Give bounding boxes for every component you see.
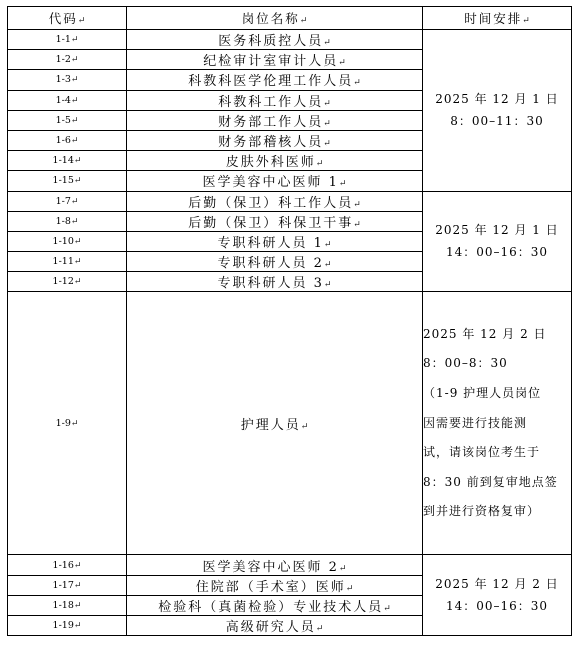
position-code: 1-17 <box>52 579 74 591</box>
table-row <box>8 30 572 50</box>
position-name-cell <box>127 252 423 272</box>
position-name-cell <box>127 211 423 231</box>
position-name: 检验科（真菌检验）专业技术人员 <box>158 599 384 615</box>
return-mark-icon: ↵ <box>338 179 347 190</box>
return-mark-icon: ↵ <box>323 38 331 49</box>
position-name: 护理人员 <box>240 417 301 433</box>
position-code: 1-3 <box>55 74 71 86</box>
return-mark-icon: ↵ <box>73 560 82 571</box>
return-mark-icon: ↵ <box>73 236 82 247</box>
position-name-cell <box>127 151 423 171</box>
position-name-cell <box>127 272 423 292</box>
time-schedule-line: 8：00–8：30 <box>423 356 508 371</box>
position-name-cell <box>127 130 423 150</box>
return-mark-icon: ↵ <box>70 216 79 227</box>
return-mark-icon: ↵ <box>353 78 361 89</box>
table-row <box>8 292 572 555</box>
return-mark-icon: ↵ <box>323 118 331 129</box>
time-schedule-line: 8：00–11：30 <box>450 114 544 129</box>
time-schedule-line: 2025 年 12 月 1 日 <box>435 223 559 238</box>
time-schedule-line: （1-9 护理人员岗位 <box>423 386 542 401</box>
position-code-cell <box>8 50 127 70</box>
position-code-cell <box>8 252 127 272</box>
position-name-cell <box>127 292 423 555</box>
position-code-cell <box>8 30 127 50</box>
time-schedule-line: 2025 年 12 月 2 日 <box>435 577 559 592</box>
time-schedule-line: 因需要进行技能测 <box>423 415 528 430</box>
position-name-cell <box>127 191 423 211</box>
position-name: 财务部稽核人员 <box>218 135 324 151</box>
header-name-text: 岗位名称 <box>241 11 300 26</box>
position-name: 医务科质控人员 <box>218 34 324 50</box>
return-mark-icon: ↵ <box>345 583 354 594</box>
position-code-cell <box>8 110 127 130</box>
position-name-cell <box>127 110 423 130</box>
return-mark-icon: ↵ <box>338 563 347 574</box>
position-code-cell <box>8 231 127 251</box>
position-name: 财务部工作人员 <box>218 114 324 130</box>
position-name-cell <box>127 50 423 70</box>
header-code-text: 代码 <box>48 11 78 26</box>
return-mark-icon: ↵ <box>70 55 79 66</box>
return-mark-icon: ↵ <box>70 115 79 126</box>
return-mark-icon: ↵ <box>70 136 79 147</box>
position-code-cell <box>8 90 127 110</box>
position-name: 专职科研人员 1 <box>217 235 324 251</box>
return-mark-icon: ↵ <box>323 239 332 250</box>
position-name: 后勤（保卫）科工作人员 <box>188 195 354 211</box>
return-mark-icon: ↵ <box>338 58 346 69</box>
return-mark-icon: ↵ <box>315 159 324 170</box>
return-mark-icon: ↵ <box>70 35 79 46</box>
position-name-cell <box>127 575 423 595</box>
position-code-cell <box>8 191 127 211</box>
position-name-cell <box>127 90 423 110</box>
return-mark-icon: ↵ <box>522 16 530 26</box>
return-mark-icon: ↵ <box>70 75 79 86</box>
table-row <box>8 555 572 575</box>
return-mark-icon: ↵ <box>73 176 82 187</box>
position-name: 专职科研人员 3 <box>217 276 324 292</box>
return-mark-icon: ↵ <box>323 98 331 109</box>
position-name: 高级研究人员 <box>225 620 316 636</box>
time-schedule-cell <box>423 555 572 636</box>
position-code: 1-14 <box>52 155 74 167</box>
return-mark-icon: ↵ <box>383 603 391 614</box>
position-name: 皮肤外科医师 <box>225 155 316 171</box>
return-mark-icon: ↵ <box>315 624 324 635</box>
position-code-cell <box>8 595 127 615</box>
position-name-cell <box>127 595 423 615</box>
return-mark-icon: ↵ <box>353 219 361 230</box>
header-row <box>8 7 572 30</box>
position-name: 住院部（手术室）医师 <box>195 579 346 595</box>
position-code-cell <box>8 70 127 90</box>
position-code: 1-8 <box>55 215 71 227</box>
return-mark-icon: ↵ <box>73 600 82 611</box>
return-mark-icon: ↵ <box>73 621 82 632</box>
position-code-cell <box>8 272 127 292</box>
return-mark-icon: ↵ <box>70 196 79 207</box>
header-name <box>127 7 423 30</box>
position-name: 医学美容中心医师 1 <box>202 175 339 191</box>
position-code: 1-18 <box>52 599 74 611</box>
position-code-cell <box>8 130 127 150</box>
schedule-body <box>8 7 572 636</box>
position-name: 专职科研人员 2 <box>217 256 324 272</box>
position-code-cell <box>8 555 127 575</box>
position-code-cell <box>8 151 127 171</box>
return-mark-icon: ↵ <box>73 277 82 288</box>
time-schedule-line: 2025 年 12 月 2 日 <box>423 326 547 341</box>
position-name-cell <box>127 231 423 251</box>
position-code: 1-19 <box>52 620 74 632</box>
return-mark-icon: ↵ <box>73 156 82 167</box>
position-name: 科教科医学伦理工作人员 <box>188 74 354 90</box>
position-name-cell <box>127 171 423 191</box>
position-name: 纪检审计室审计人员 <box>203 54 339 70</box>
return-mark-icon: ↵ <box>323 139 331 150</box>
position-code: 1-2 <box>55 54 71 66</box>
return-mark-icon: ↵ <box>70 95 79 106</box>
position-code: 1-6 <box>55 135 71 147</box>
return-mark-icon: ↵ <box>77 16 86 26</box>
position-code-cell <box>8 575 127 595</box>
position-code: 1-9 <box>55 417 71 429</box>
return-mark-icon: ↵ <box>300 421 309 432</box>
position-name: 科教科工作人员 <box>218 94 324 110</box>
time-schedule-cell <box>423 292 572 555</box>
return-mark-icon: ↵ <box>353 199 361 210</box>
header-code <box>8 7 127 30</box>
table-row <box>8 191 572 211</box>
position-name-cell <box>127 70 423 90</box>
header-time <box>423 7 572 30</box>
time-schedule-line: 14：00–16：30 <box>445 599 549 614</box>
position-name: 医学美容中心医师 2 <box>202 559 339 575</box>
time-schedule-line: 试，请该岗位考生于 <box>423 445 541 460</box>
time-schedule-cell <box>423 191 572 292</box>
position-code: 1-10 <box>52 235 74 247</box>
return-mark-icon: ↵ <box>73 580 82 591</box>
return-mark-icon: ↵ <box>323 260 332 271</box>
position-code: 1-15 <box>52 175 74 187</box>
time-schedule-cell <box>423 30 572 192</box>
position-name-cell <box>127 616 423 636</box>
position-code: 1-1 <box>55 34 71 46</box>
time-schedule-line: 2025 年 12 月 1 日 <box>435 92 559 107</box>
position-code: 1-7 <box>55 195 71 207</box>
time-schedule-line: 14：00–16：30 <box>445 245 549 260</box>
position-code-cell <box>8 171 127 191</box>
position-name-cell <box>127 30 423 50</box>
position-code: 1-11 <box>52 256 74 268</box>
time-schedule-line: 到并进行资格复审） <box>423 504 541 519</box>
position-code: 1-12 <box>52 276 74 288</box>
position-code: 1-16 <box>52 559 74 571</box>
position-code: 1-5 <box>55 114 71 126</box>
position-code-cell <box>8 616 127 636</box>
return-mark-icon: ↵ <box>73 257 82 268</box>
schedule-table <box>7 6 572 636</box>
position-code-cell <box>8 211 127 231</box>
return-mark-icon: ↵ <box>299 16 308 26</box>
header-time-text: 时间安排 <box>464 11 523 26</box>
position-name-cell <box>127 555 423 575</box>
return-mark-icon: ↵ <box>323 280 332 291</box>
position-code: 1-4 <box>55 94 71 106</box>
position-code-cell <box>8 292 127 555</box>
position-name: 后勤（保卫）科保卫干事 <box>188 215 354 231</box>
time-schedule-line: 8：30 前到复审地点签 <box>423 474 558 489</box>
return-mark-icon: ↵ <box>70 418 79 429</box>
